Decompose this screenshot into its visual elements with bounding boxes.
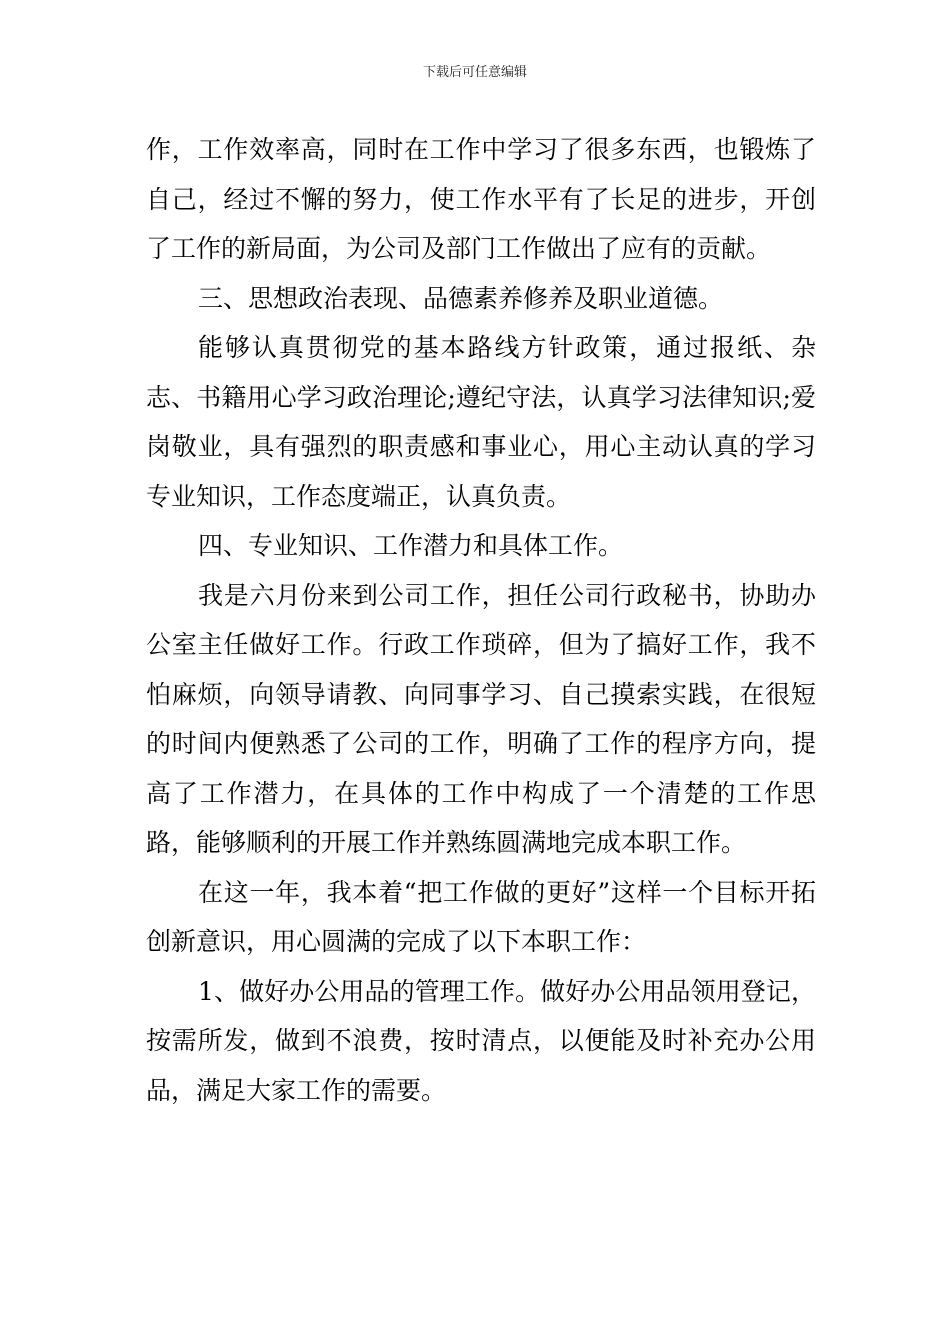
- list-item-office-supplies: 1、做好办公用品的管理工作。做好办公用品领用登记，按需所发，做到不浪费，按时清点，以便能及时补充办公用品，满足大家工作的需要。: [146, 976, 816, 1105]
- paragraph-work-efficiency: 作，工作效率高，同时在工作中学习了很多东西，也锻炼了自己，经过不懈的努力，使工作水平有了长足的进步，开创了工作的新局面，为公司及部门工作做出了应有的贡献。: [146, 135, 816, 263]
- section-heading-professional-knowledge: 四、专业知识、工作潜力和具体工作。: [198, 531, 624, 560]
- page-header-note: 下载后可任意编辑: [422, 65, 527, 80]
- document-body: [146, 125, 816, 1115]
- section-heading-political-performance: 三、思想政治表现、品德素养修养及职业道德。: [198, 283, 724, 313]
- paragraph-year-goal: 在这一年，我本着“把工作做的更好”这样一个目标开拓创新意识，用心圆满的完成了以下本职工作：: [146, 877, 816, 956]
- paragraph-political-performance: 能够认真贯彻党的基本路线方针政策，通过报纸、杂志、书籍用心学习政治理论;遵纪守法，认真学习法律知识;爱岗敬业，具有强烈的职责感和事业心，用心主动认真的学习专业知识，工作态度端正，认真负责。: [146, 333, 816, 511]
- paragraph-job-description: 我是六月份来到公司工作，担任公司行政秘书，协助办公室主任做好工作。行政工作琐碎，但为了搞好工作，我不怕麻烦，向领导请教、向同事学习、自己摸索实践，在很短的时间内便熟悉了公司的工作，明确了工作的程序方向，提高了工作潜力，在具体的工作中构成了一个清楚的工作思路，能够顺利的开展工作并熟练圆满地完成本职工作。: [146, 580, 816, 857]
